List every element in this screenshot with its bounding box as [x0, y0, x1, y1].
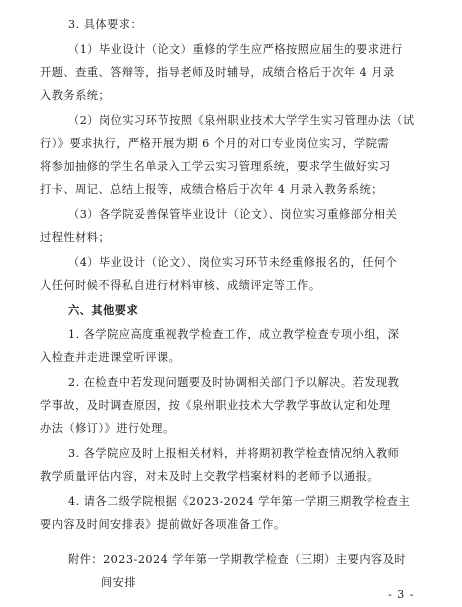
attachment-line: 间安排 [101, 576, 137, 589]
text-line: 行）》要求执行，严格开展为期 6 个月的对口专业岗位实习，学院需 [40, 137, 390, 150]
text-line: 入检查并走进课堂听评课。 [40, 351, 181, 364]
text-line: 入教务系统； [40, 89, 111, 102]
text-line: 办法（修订）》进行处理。 [40, 422, 175, 435]
text-line: （2）岗位实习环节按照《泉州职业技术大学学生实习管理办法（试 [68, 114, 415, 127]
text-line: 4. 请各二级学院根据《2023-2024 学年第一学期三期教学检查主 [68, 495, 411, 508]
text-line: 3. 具体要求： [68, 18, 143, 31]
text-line: 1. 各学院应高度重视教学检查工作，成立教学检查专项小组，深 [68, 328, 400, 341]
text-line: 打卡、周记、总结上报等，成绩合格后于次年 4 月录入教务系统； [40, 183, 383, 196]
text-line: （4）毕业设计（论文）、岗位实习环节未经重修报名的，任何个 [68, 256, 398, 269]
text-line: （3）各学院妥善保管毕业设计（论文）、岗位实习重修部分相关 [68, 208, 398, 221]
text-line: （1）毕业设计（论文）重修的学生应严格按照应届生的要求进行 [68, 43, 403, 56]
attachment-line: 附件：2023-2024 学年第一学期教学检查（三期）主要内容及时 [68, 553, 407, 566]
text-line: 开题、查重、答辩等，指导老师及时辅导，成绩合格后于次年 4 月录 [40, 66, 395, 79]
text-line: 教学质量评估内容，对未及时上交教学档案材料的老师予以通报。 [40, 470, 379, 483]
page-number: - 3 - [388, 588, 415, 601]
text-line: 2. 在检查中若发现问题要及时协调相关部门予以解决。若发现教 [68, 376, 400, 389]
text-line: 人任何时候不得私自进行材料审核、成绩评定等工作。 [40, 279, 321, 292]
text-line: 学事故，及时调查原因，按《泉州职业技术大学教学事故认定和处理 [40, 399, 391, 412]
text-line: 将参加抽修的学生名单录入工学云实习管理系统，要求学生做好实习 [40, 160, 391, 173]
text-line: 要内容及时间安排表》提前做好各项准备工作。 [40, 518, 286, 531]
section-heading: 六、其他要求 [68, 304, 139, 317]
text-line: 3. 各学院应及时上报相关材料，并将期初教学检查情况纳入教师 [68, 447, 400, 460]
text-line: 过程性材料； [40, 231, 111, 244]
